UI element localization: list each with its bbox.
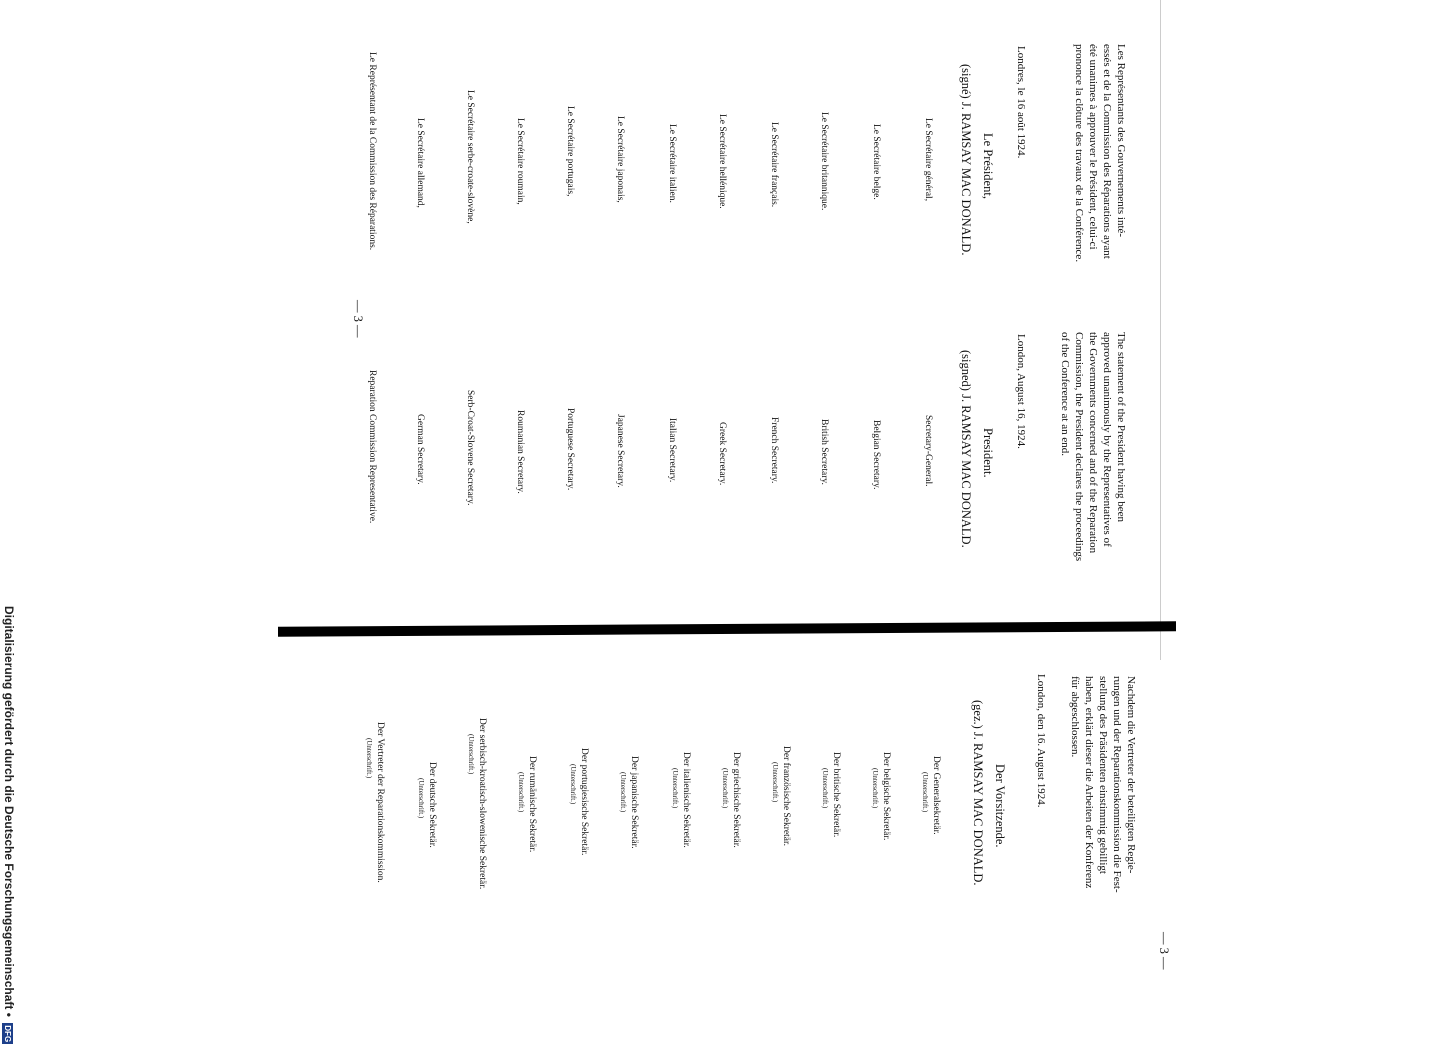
en-secretary-line: German Secretary. bbox=[415, 414, 425, 485]
de-secretary-line: Der Generalsekretär. bbox=[931, 756, 941, 835]
de-secretary-line: Der portugiesische Sekretär. bbox=[579, 748, 589, 856]
de-paragraph-line: haben, erklärt dieser die Arbeiten der Konferenz bbox=[1083, 676, 1095, 889]
en-secretary-line: Serb-Croat-Slovene Secretary. bbox=[465, 390, 475, 506]
fr-secretary-line: Le Secrétaire français. bbox=[769, 122, 779, 208]
en-secretary-line: Reparation Commission Representative. bbox=[367, 370, 377, 524]
de-signature-note: (Unterschrift.) bbox=[365, 738, 373, 779]
en-date: London, August 16, 1924. bbox=[1015, 334, 1027, 449]
fr-secretary-line: Le Secrétaire hellénique. bbox=[717, 114, 727, 209]
fr-secretary-line: Le Secrétaire belge. bbox=[871, 124, 881, 200]
en-secretary-line: Greek Secretary. bbox=[717, 422, 727, 486]
de-signature-note: (Unterschrift.) bbox=[821, 768, 829, 809]
de-secretary-line: Der rumänische Sekretär. bbox=[527, 756, 537, 853]
en-paragraph-line: of the Conference at an end. bbox=[1059, 332, 1071, 456]
de-president-signature: (gez.) J. RAMSAY MAC DONALD. bbox=[971, 700, 985, 886]
en-secretary-line: Japanese Secretary. bbox=[615, 414, 625, 488]
fr-secretary-line: Le Secrétaire britannique. bbox=[819, 112, 829, 211]
fr-secretary-line: Le Secrétaire italien. bbox=[667, 124, 677, 203]
de-signature-note: (Unterschrift.) bbox=[619, 772, 627, 813]
en-secretary-line: Italian Secretary. bbox=[667, 418, 677, 483]
fr-date: Londres, le 16 août 1924. bbox=[1015, 46, 1027, 159]
de-signature-note: (Unterschrift.) bbox=[721, 768, 729, 809]
de-signature-note: (Unterschrift.) bbox=[671, 768, 679, 809]
de-paragraph-line: für abgeschlossen. bbox=[1069, 676, 1081, 758]
fr-secretary-line: Le Secrétaire portugais, bbox=[565, 106, 575, 197]
en-secretary-line: Portuguese Secretary. bbox=[565, 408, 575, 491]
fr-paragraph-line: Les Représentants des Gouvernements inté- bbox=[1115, 44, 1127, 238]
de-secretary-line: Der serbisch-kroatisch-slowenische Sekretär. bbox=[477, 718, 487, 890]
de-signature-note: (Unterschrift.) bbox=[921, 772, 929, 813]
fr-secretary-line: Le Secrétaire japonais, bbox=[615, 116, 625, 203]
de-secretary-line: Der griechische Sekretär. bbox=[731, 752, 741, 848]
en-paragraph-line: the Governments concerned and of the Reparation bbox=[1087, 332, 1099, 554]
de-paragraph-line: Nachdem die Vertreter der beteiligten Regie- bbox=[1125, 676, 1137, 874]
en-secretary-line: British Secretary. bbox=[819, 419, 829, 485]
de-signature-note: (Unterschrift.) bbox=[467, 734, 475, 775]
en-president-signature: (signed) J. RAMSAY MAC DONALD. bbox=[959, 350, 973, 548]
de-paragraph-line: stellung des Präsidenten einstimmig gebilligt bbox=[1097, 676, 1109, 874]
en-secretary-line: Secretary-General. bbox=[923, 415, 933, 487]
de-secretary-line: Der deutsche Sekretär. bbox=[427, 762, 437, 848]
fr-paragraph-line: essés et de la Commission des Réparations ayant bbox=[1101, 44, 1113, 259]
de-secretary-line: Der französische Sekretär. bbox=[781, 746, 791, 846]
footer-text: Digitalisierung gefördert durch die Deutsche Forschungsgemeinschaft bbox=[2, 606, 16, 1010]
footer: Digitalisierung gefördert durch die Deutsche Forschungsgemeinschaft • DFG bbox=[2, 606, 16, 1043]
column-divider-rule bbox=[278, 621, 1176, 636]
fr-paragraph-line: été unanimes à approuver le Président, celui-ci bbox=[1087, 44, 1099, 250]
en-paragraph-line: The statement of the President having been bbox=[1115, 332, 1127, 522]
en-president-title: President. bbox=[981, 428, 995, 478]
de-date: London, den 16. August 1924. bbox=[1035, 674, 1047, 808]
en-paragraph-line: approved unanimously by the Representatives of bbox=[1101, 332, 1113, 547]
fr-president-signature: (signé) J. RAMSAY MAC DONALD. bbox=[959, 64, 973, 256]
de-secretary-line: Der britische Sekretär. bbox=[831, 752, 841, 838]
fr-paragraph-line: prononce la clôture des travaux de la Conférence. bbox=[1073, 44, 1085, 263]
fr-secretary-line: Le Secrétaire roumain, bbox=[515, 118, 525, 205]
en-secretary-line: Belgian Secretary. bbox=[871, 420, 881, 490]
en-secretary-line: French Secretary. bbox=[769, 417, 779, 484]
page-number: — 3 — bbox=[1157, 932, 1171, 970]
dfg-logo: DFG bbox=[3, 1025, 12, 1043]
de-paragraph-line: rungen und der Reparationskommission die Fest- bbox=[1111, 676, 1123, 893]
de-signature-note: (Unterschrift.) bbox=[517, 772, 525, 813]
page-number-center: — 3 — bbox=[351, 300, 365, 338]
fr-secretary-line: Le Secrétaire serbe-croate-slovène, bbox=[465, 90, 475, 224]
en-paragraph-line: Commission, the President declares the proceedings bbox=[1073, 332, 1085, 562]
de-secretary-line: Der Vertreter der Reparationskommission. bbox=[375, 722, 385, 883]
de-signature-note: (Unterschrift.) bbox=[417, 778, 425, 819]
fr-secretary-line: Le Secrétaire allemand, bbox=[415, 118, 425, 208]
fr-secretary-line: Le Représentant de la Commission des Réparations. bbox=[367, 52, 377, 251]
fr-secretary-line: Le Secrétaire général, bbox=[923, 118, 933, 202]
de-signature-note: (Unterschrift.) bbox=[771, 762, 779, 803]
de-signature-note: (Unterschrift.) bbox=[871, 768, 879, 809]
de-secretary-line: Der japanische Sekretär. bbox=[629, 756, 639, 849]
de-president-title: Der Vorsitzende. bbox=[993, 764, 1007, 848]
de-secretary-line: Der italienische Sekretär. bbox=[681, 752, 691, 848]
fold-line bbox=[1160, 0, 1161, 660]
de-signature-note: (Unterschrift.) bbox=[569, 764, 577, 805]
de-secretary-line: Der belgische Sekretär. bbox=[881, 752, 891, 841]
en-secretary-line: Roumanian Secretary. bbox=[515, 410, 525, 494]
fr-president-title: Le Président, bbox=[981, 133, 995, 199]
